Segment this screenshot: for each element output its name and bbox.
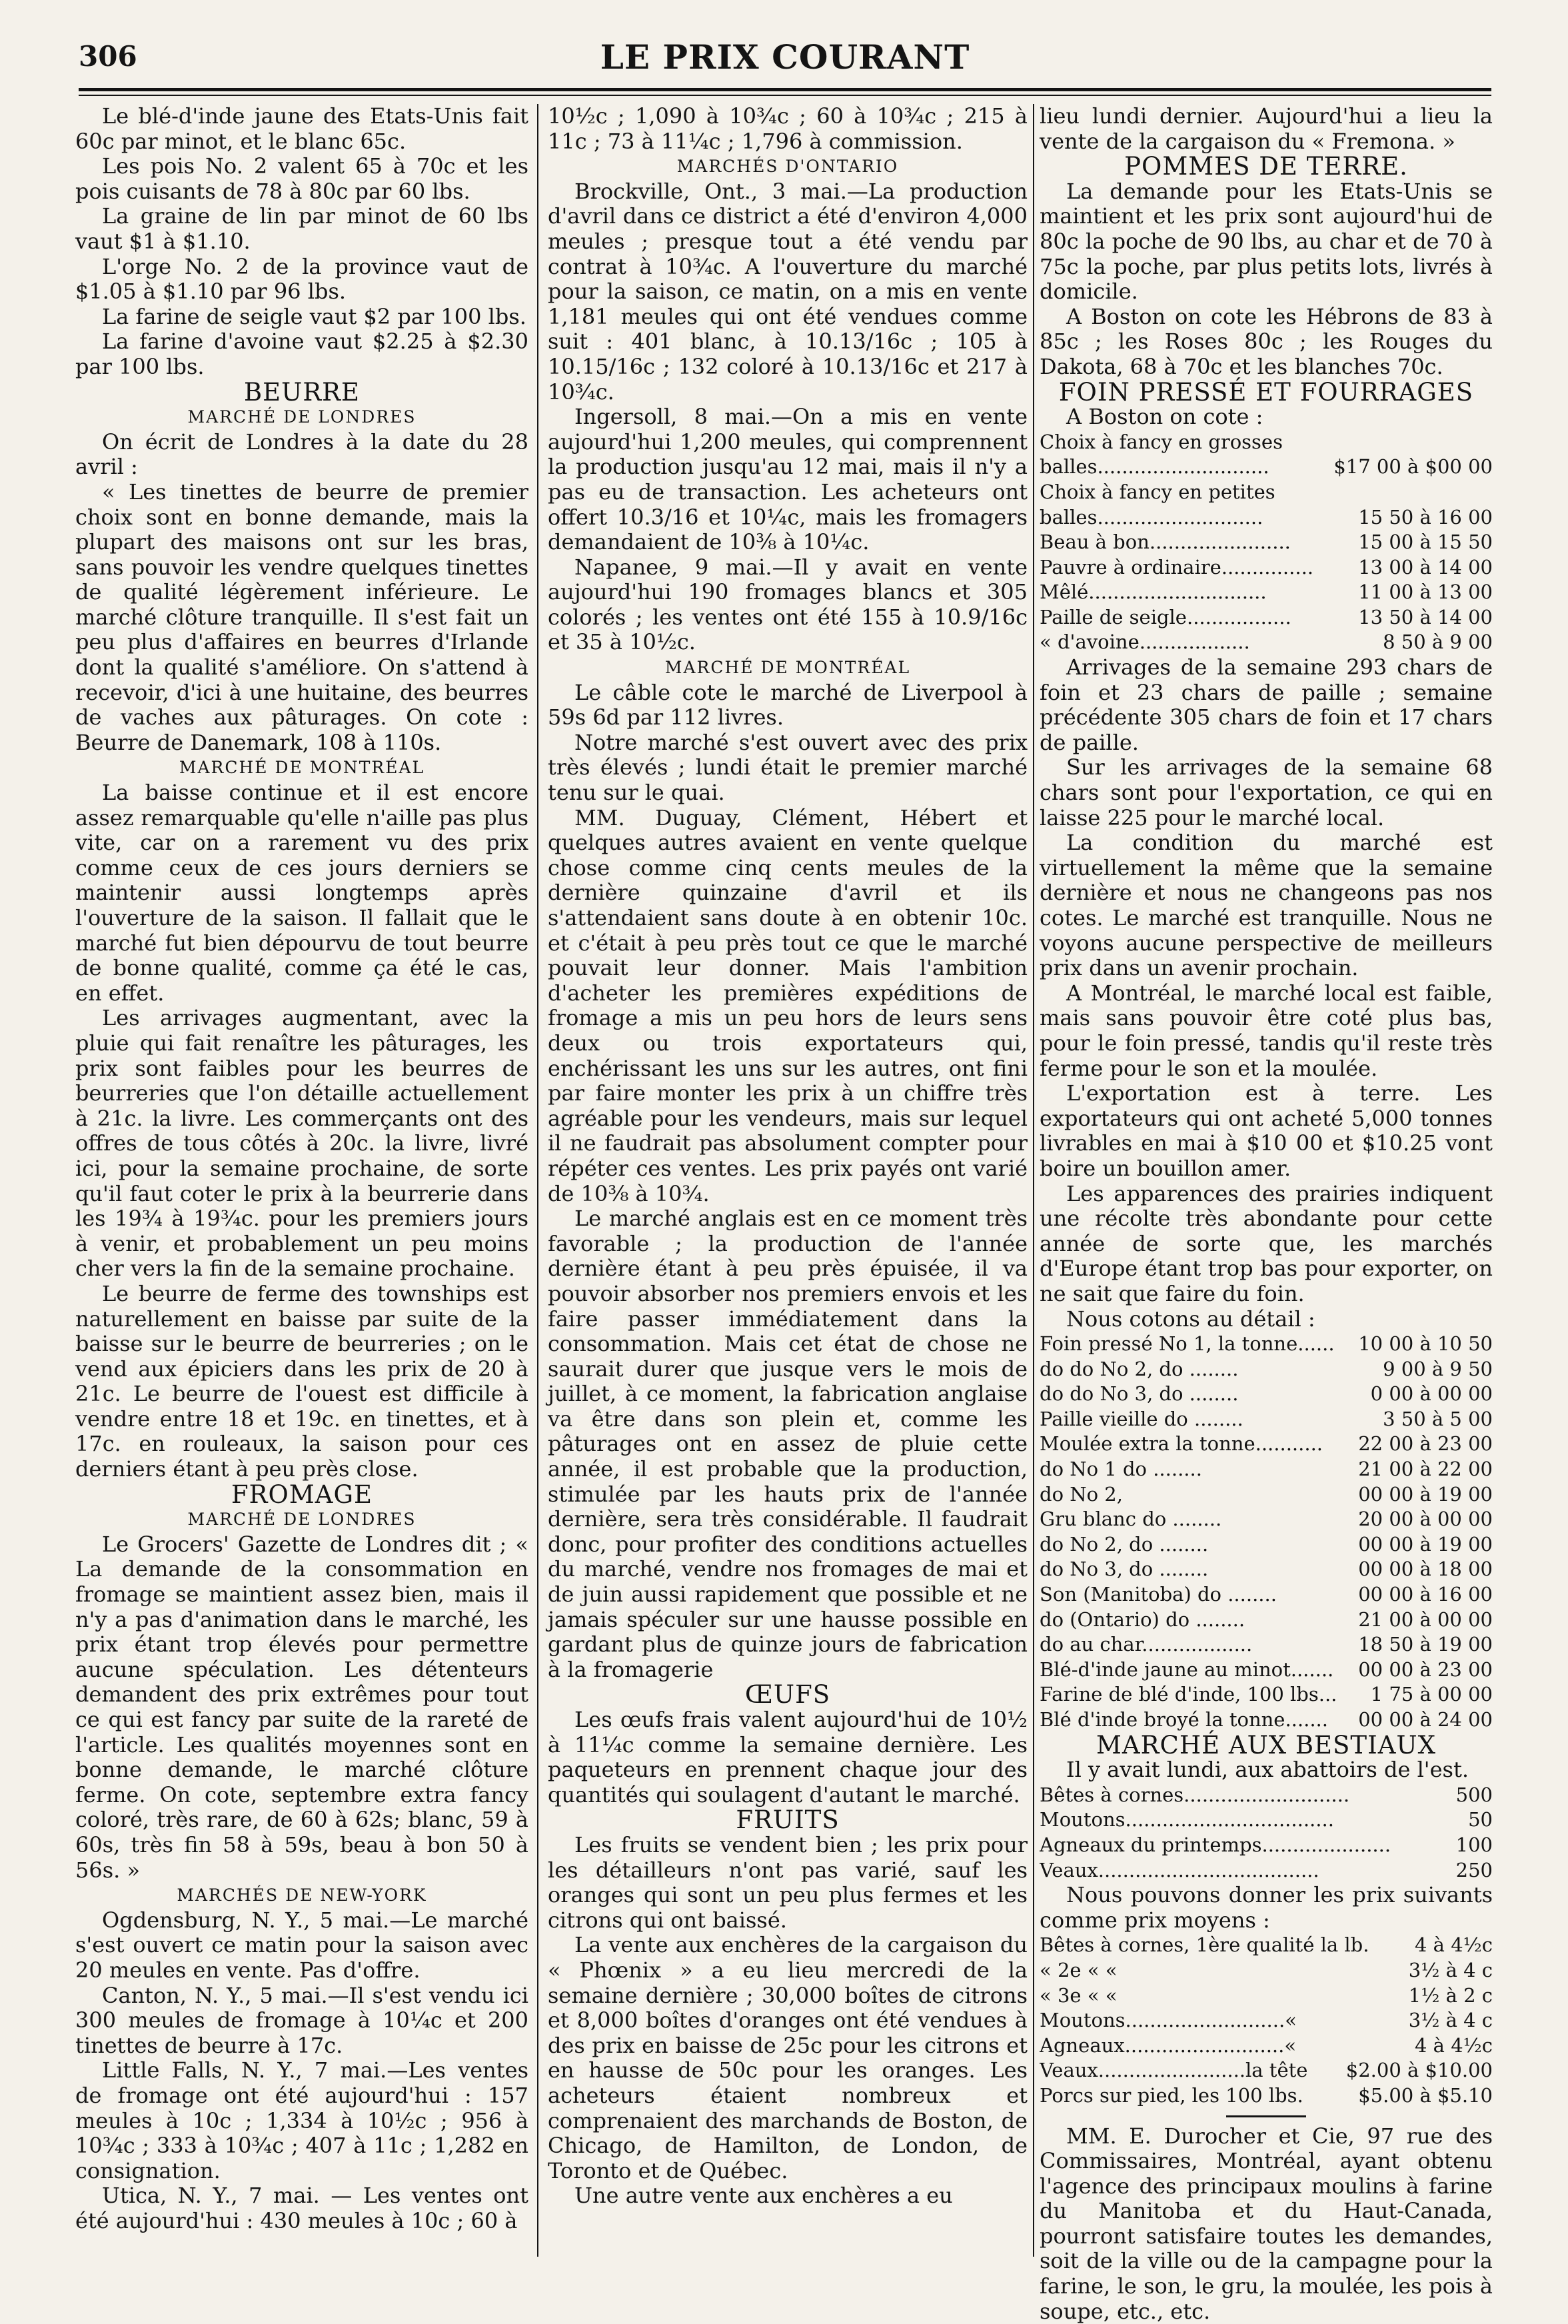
- price-label: Agneaux du printemps.....................: [1040, 1833, 1456, 1858]
- page-title: LE PRIX COURANT: [79, 37, 1491, 77]
- page-number: 306: [79, 40, 137, 73]
- paragraph: La vente aux enchères de la cargaison du « Phœnix » a eu lieu mercredi de la semaine dernière ; 30,000 boîtes de citrons et 8,000 boîtes d'oranges ont été vendues à des prix en baisse de 25c pour les citrons et en hausse de 50c pour les oranges. Les acheteurs étaient nombreux et comprenaient des marchands de Boston, de Chicago, de Hamilton, de London, de Toronto et de Québec.: [548, 1933, 1028, 2183]
- price-label: do au char..................: [1040, 1632, 1358, 1658]
- detail-price-row: [1040, 1608, 1493, 1633]
- column-2: [548, 104, 1028, 2209]
- detail-price-row: [1040, 1382, 1493, 1407]
- detail-price-row: [1040, 1582, 1493, 1608]
- detail-price-row: [1040, 1332, 1493, 1357]
- paragraph: Notre marché s'est ouvert avec des prix très élevés ; lundi était le premier marché tenu sur le quai.: [548, 730, 1028, 806]
- paragraph: La graine de lin par minot de 60 lbs vaut $1 à $1.10.: [75, 204, 528, 254]
- price-label: do No 2,: [1040, 1482, 1358, 1508]
- boston-price-row: [1040, 505, 1493, 531]
- price-label: Choix à fancy en petites: [1040, 480, 1493, 505]
- average-price-row: [1040, 2083, 1493, 2109]
- subsection-heading: MARCHÉ DE LONDRES: [75, 1507, 528, 1532]
- price-value: 00 00 à 19 00: [1358, 1532, 1493, 1558]
- column-divider: [1033, 104, 1034, 2257]
- detail-price-row: [1040, 1532, 1493, 1558]
- price-value: 3 50 à 5 00: [1383, 1407, 1493, 1432]
- subsection-heading: MARCHÉS DE NEW-YORK: [75, 1883, 528, 1908]
- paragraph: La farine de seigle vaut $2 par 100 lbs.: [75, 305, 528, 330]
- boston-price-row: [1040, 555, 1493, 581]
- price-value: 21 00 à 22 00: [1358, 1457, 1493, 1482]
- price-label: Paille de seigle.................: [1040, 605, 1358, 630]
- detail-price-row: [1040, 1407, 1493, 1432]
- price-label: do No 3, do ........: [1040, 1557, 1358, 1582]
- section-heading: ŒUFS: [548, 1682, 1028, 1708]
- paragraph: Les arrivages augmentant, avec la pluie qui fait renaître les pâturages, les prix sont faibles pour les beurres de beurreries que l'on détaille actuellement à 21c. la livre. Les commerçants ont des offres de tous côtés à 20c. la livre, livré ici, pour la semaine prochaine, de sorte qu'il faut coter le prix à la beurrerie dans les 19¾ à 19¾c. pour les premiers jours à venir, et probablement un peu moins cher vers la fin de la semaine prochaine.: [75, 1006, 528, 1282]
- price-value: $5.00 à $5.10: [1358, 2083, 1493, 2109]
- livestock-row: [1040, 1858, 1493, 1883]
- paragraph: Utica, N. Y., 7 mai. — Les ventes ont été aujourd'hui : 430 meules à 10c ; 60 à: [75, 2183, 528, 2233]
- price-value: 100: [1456, 1833, 1493, 1858]
- paragraph: La condition du marché est virtuellement la même que la semaine dernière et nous ne changeons pas nos cotes. Le marché est tranquille. Nous ne voyons aucune perspective de meilleurs prix dans un avenir prochain.: [1040, 830, 1493, 981]
- detail-price-row: [1040, 1482, 1493, 1508]
- column-divider: [537, 104, 538, 2257]
- price-label: Bêtes à cornes, 1ère qualité la lb.: [1040, 1933, 1415, 1958]
- price-label: do No 2, do ........: [1040, 1532, 1358, 1558]
- paragraph: On écrit de Londres à la date du 28 avril :: [75, 430, 528, 480]
- price-value: 3½ à 4 c: [1409, 1958, 1493, 1983]
- paragraph: 10½c ; 1,090 à 10¾c ; 60 à 10¾c ; 215 à 11c ; 73 à 11¼c ; 1,796 à commission.: [548, 104, 1028, 154]
- price-label: balles...........................: [1040, 505, 1358, 531]
- price-label: Moutons..................................: [1040, 1807, 1468, 1833]
- price-label: do (Ontario) do ........: [1040, 1608, 1358, 1633]
- price-label: Moulée extra la tonne...........: [1040, 1432, 1358, 1457]
- paragraph: Les pois No. 2 valent 65 à 70c et les pois cuisants de 78 à 80c par 60 lbs.: [75, 154, 528, 204]
- price-label: Choix à fancy en grosses: [1040, 430, 1493, 455]
- paragraph: Ogdensburg, N. Y., 5 mai.—Le marché s'est ouvert ce matin pour la saison avec 20 meules en vente. Pas d'offre.: [75, 1908, 528, 1983]
- price-value: 00 00 à 19 00: [1358, 1482, 1493, 1508]
- paragraph: Le beurre de ferme des townships est naturellement en baisse par suite de la baisse sur le beurre de beurreries ; on le vend aux épiciers dans les prix de 20 à 21c. Le beurre de l'ouest est difficile à vendre entre 18 et 19c. en tinettes, et à 17c. en rouleaux, la saison pour ces derniers étant à peu près close.: [75, 1282, 528, 1482]
- paragraph: MM. E. Durocher et Cie, 97 rue des Commissaires, Montréal, ayant obtenu l'agence des principaux moulins à farine du Manitoba et du Haut-Canada, pourront satisfaire toutes les demandes, soit de la ville ou de la campagne pour la farine, le son, le gru, la moulée, les pois à soupe, etc., etc.: [1040, 2124, 1493, 2324]
- livestock-row: [1040, 1783, 1493, 1808]
- paragraph: Brockville, Ont., 3 mai.—La production d'avril dans ce district a été d'environ 4,000 meules ; presque tout a été vendu par contrat à 10¾c. A l'ouverture du marché pour la saison, ce matin, on a mis en vente 1,181 meules qui ont été vendues comme suit : 401 blanc, à 10.13/16c ; 105 à 10.15/16c ; 132 coloré à 10.13/16c et 217 à 10¾c.: [548, 179, 1028, 405]
- paragraph: Une autre vente aux enchères a eu: [548, 2183, 1028, 2209]
- subsection-heading: MARCHÉ DE MONTRÉAL: [75, 755, 528, 780]
- price-value: 0 00 à 00 00: [1371, 1382, 1493, 1407]
- paragraph: Ingersoll, 8 mai.—On a mis en vente aujourd'hui 1,200 meules, qui comprennent la production jusqu'au 12 mai, mais il n'y a pas eu de transaction. Les acheteurs ont offert 10.3/16 et 10¼c, mais les fromagers demandaient de 10⅜ à 10¼c.: [548, 405, 1028, 555]
- paragraph: Le marché anglais est en ce moment très favorable ; la production de l'année dernière étant à peu près épuisée, il va pouvoir absorber nos premiers envois et les faire passer immédiatement dans la consommation. Mais cet état de chose ne saurait durer que jusque vers le mois de juillet, à ce moment, la fabrication anglaise va être dans son plein et, comme les pâturages ont en assez de pluie cette année, il est probable que la production, stimulée par les hauts prix de l'année dernière, sera très considérable. Il faudrait donc, pour profiter des conditions actuelles du marché, vendre nos fromages de mai et de juin aussi rapidement que possible et ne jamais spéculer sur une hausse possible en gardant plus de quinze jours de fabrication à la fromagerie: [548, 1206, 1028, 1682]
- price-value: 00 00 à 16 00: [1358, 1582, 1493, 1608]
- paragraph: Nous pouvons donner les prix suivants comme prix moyens :: [1040, 1883, 1493, 1933]
- paragraph: Le blé-d'inde jaune des Etats-Unis fait 60c par minot, et le blanc 65c.: [75, 104, 528, 154]
- price-value: 10 00 à 10 50: [1358, 1332, 1493, 1357]
- price-value: 8 50 à 9 00: [1383, 630, 1493, 655]
- price-label: balles............................: [1040, 455, 1333, 480]
- paragraph: Les œufs frais valent aujourd'hui de 10½ à 11¼c comme la semaine dernière. Les paqueteurs en prennent chaque jour des quantités qui soulagent d'autant le marché.: [548, 1708, 1028, 1807]
- paragraph: Les fruits se vendent bien ; les prix pour les détailleurs n'ont pas varié, sauf les oranges qui sont un peu plus fermes et les citrons qui ont baissé.: [548, 1833, 1028, 1933]
- header-rule: [79, 88, 1491, 91]
- livestock-row: [1040, 1807, 1493, 1833]
- price-value: 50: [1468, 1807, 1493, 1833]
- price-value: 1 75 à 00 00: [1371, 1682, 1493, 1708]
- boston-price-row: [1040, 480, 1493, 505]
- paragraph: La farine d'avoine vaut $2.25 à $2.30 par 100 lbs.: [75, 329, 528, 379]
- price-value: 1½ à 2 c: [1409, 1983, 1493, 2009]
- price-value: 11 00 à 13 00: [1358, 580, 1493, 605]
- column-3: [1040, 104, 1493, 2324]
- price-value: 15 00 à 15 50: [1358, 530, 1493, 555]
- price-value: 250: [1456, 1858, 1493, 1883]
- paragraph: Le Grocers' Gazette de Londres dit ; « La demande de la consommation en fromage se maintient assez bien, mais il n'y a pas d'animation dans le marché, les prix étant trop élevés pour permettre aucune spéculation. Les détenteurs demandent des prix extrêmes pour tout ce qui est fancy par suite de la rareté de l'article. Les qualités moyennes sont en bonne demande, le marché clôture ferme. On cote, septembre extra fancy coloré, très rare, de 60 à 62s; blanc, 59 à 60s, très fin 58 à 59s, beau à bon 50 à 56s. »: [75, 1532, 528, 1883]
- section-heading: POMMES DE TERRE.: [1040, 154, 1493, 179]
- price-label: Blé d'inde broyé la tonne.......: [1040, 1708, 1358, 1733]
- detail-price-row: [1040, 1507, 1493, 1532]
- price-value: 18 50 à 19 00: [1358, 1632, 1493, 1658]
- boston-price-row: [1040, 530, 1493, 555]
- price-label: Moutons..........................«: [1040, 2008, 1409, 2033]
- price-value: 4 à 4½c: [1415, 1933, 1493, 1958]
- page-header: [79, 35, 1491, 81]
- price-label: Bêtes à cornes...........................: [1040, 1783, 1456, 1808]
- detail-price-row: [1040, 1432, 1493, 1457]
- price-value: $2.00 à $10.00: [1346, 2058, 1493, 2083]
- average-price-row: [1040, 2033, 1493, 2059]
- price-label: Veaux....................................: [1040, 1858, 1456, 1883]
- average-price-row: [1040, 2008, 1493, 2033]
- paragraph: lieu lundi dernier. Aujourd'hui a lieu la vente de la cargaison du « Fremona. »: [1040, 104, 1493, 154]
- section-heading: FROMAGE: [75, 1482, 528, 1508]
- price-label: Pauvre à ordinaire...............: [1040, 555, 1358, 581]
- price-label: Porcs sur pied, les 100 lbs.: [1040, 2083, 1358, 2109]
- paragraph: Le câble cote le marché de Liverpool à 59s 6d par 112 livres.: [548, 680, 1028, 730]
- detail-price-row: [1040, 1658, 1493, 1683]
- price-label: « d'avoine..................: [1040, 630, 1383, 655]
- paragraph: Nous cotons au détail :: [1040, 1307, 1493, 1332]
- price-label: Foin pressé No 1, la tonne......: [1040, 1332, 1358, 1357]
- price-label: Mêlé.............................: [1040, 580, 1358, 605]
- price-label: Gru blanc do ........: [1040, 1507, 1358, 1532]
- price-label: Veaux........................la tête: [1040, 2058, 1346, 2083]
- price-label: do do No 3, do ........: [1040, 1382, 1371, 1407]
- price-value: 3½ à 4 c: [1409, 2008, 1493, 2033]
- detail-price-row: [1040, 1632, 1493, 1658]
- paragraph: L'exportation est à terre. Les exportateurs qui ont acheté 5,000 tonnes livrables en mai à $10 00 et $10.25 vont boire un bouillon amer.: [1040, 1081, 1493, 1181]
- detail-price-row: [1040, 1457, 1493, 1482]
- paragraph: « Les tinettes de beurre de premier choix sont en bonne demande, mais la plupart des maisons ont sur les bras, sans pouvoir les vendre quelques tinettes de qualité légèrement inférieure. Le marché clôture tranquille. Il s'est fait un peu plus d'affaires en beurres d'Irlande dont la qualité s'améliore. On s'attend à recevoir, d'ici à une huitaine, des beurres de vaches aux pâturages. On cote : Beurre de Danemark, 108 à 110s.: [75, 480, 528, 756]
- header-rule-thin: [79, 95, 1491, 96]
- boston-price-row: [1040, 630, 1493, 655]
- section-heading: MARCHÉ AUX BESTIAUX: [1040, 1733, 1493, 1758]
- average-price-row: [1040, 2058, 1493, 2083]
- ornamental-rule: [1226, 2115, 1306, 2117]
- price-value: 9 00 à 9 50: [1383, 1357, 1493, 1382]
- price-label: Blé-d'inde jaune au minot.......: [1040, 1658, 1358, 1683]
- price-value: 20 00 à 00 00: [1358, 1507, 1493, 1532]
- paragraph: Canton, N. Y., 5 mai.—Il s'est vendu ici 300 meules de fromage à 10¼c et 200 tinettes de beurre à 17c.: [75, 1983, 528, 2059]
- section-heading: FRUITS: [548, 1807, 1028, 1833]
- price-label: Beau à bon.......................: [1040, 530, 1358, 555]
- price-label: « 3e « «: [1040, 1983, 1409, 2009]
- price-value: $17 00 à $00 00: [1333, 455, 1493, 480]
- average-price-row: [1040, 1933, 1493, 1958]
- price-label: Agneaux..........................«: [1040, 2033, 1415, 2059]
- paragraph: Napanee, 9 mai.—Il y avait en vente aujourd'hui 190 fromages blancs et 305 colorés ; les ventes ont été 155 à 10.9/16c et 35 à 10½c.: [548, 555, 1028, 655]
- price-value: 22 00 à 23 00: [1358, 1432, 1493, 1457]
- paragraph: A Boston on cote les Hébrons de 83 à 85c ; les Roses 80c ; les Rouges du Dakota, 68 à 70c et les blanches 70c.: [1040, 305, 1493, 380]
- boston-price-row: [1040, 455, 1493, 480]
- paragraph: A Montréal, le marché local est faible, mais sans pouvoir être coté plus bas, pour le foin pressé, tandis qu'il reste très ferme pour le son et la moulée.: [1040, 981, 1493, 1081]
- price-label: do do No 2, do ........: [1040, 1357, 1383, 1382]
- paragraph: La baisse continue et il est encore assez remarquable qu'elle n'aille pas plus vite, car on a rarement vu des prix comme ceux de ces jours derniers se maintenir aussi longtemps après l'ouverture de la saison. Il fallait que le marché fut bien dépourvu de tout beurre de bonne qualité, comme ça été le cas, en effet.: [75, 780, 528, 1006]
- boston-price-row: [1040, 580, 1493, 605]
- price-value: 15 50 à 16 00: [1358, 505, 1493, 531]
- price-label: Farine de blé d'inde, 100 lbs...: [1040, 1682, 1371, 1708]
- paragraph: Les apparences des prairies indiquent une récolte très abondante pour cette année de sorte que, les marchés d'Europe étant trop bas pour exporter, on ne sait que faire du foin.: [1040, 1182, 1493, 1307]
- price-value: 00 00 à 18 00: [1358, 1557, 1493, 1582]
- price-value: 13 00 à 14 00: [1358, 555, 1493, 581]
- price-value: 21 00 à 00 00: [1358, 1608, 1493, 1633]
- subsection-heading: MARCHÉS D'ONTARIO: [548, 154, 1028, 179]
- section-heading: BEURRE: [75, 380, 528, 405]
- detail-price-row: [1040, 1708, 1493, 1733]
- detail-price-row: [1040, 1557, 1493, 1582]
- price-value: 13 50 à 14 00: [1358, 605, 1493, 630]
- paragraph: A Boston on cote :: [1040, 405, 1493, 430]
- average-price-row: [1040, 1958, 1493, 1983]
- subsection-heading: MARCHÉ DE MONTRÉAL: [548, 655, 1028, 680]
- price-value: 4 à 4½c: [1415, 2033, 1493, 2059]
- price-label: do No 1 do ........: [1040, 1457, 1358, 1482]
- column-1: [75, 104, 528, 2233]
- detail-price-row: [1040, 1357, 1493, 1382]
- price-label: Paille vieille do ........: [1040, 1407, 1383, 1432]
- price-value: 00 00 à 23 00: [1358, 1658, 1493, 1683]
- paragraph: L'orge No. 2 de la province vaut de $1.05 à $1.10 par 96 lbs.: [75, 255, 528, 305]
- livestock-row: [1040, 1833, 1493, 1858]
- price-value: 00 00 à 24 00: [1358, 1708, 1493, 1733]
- price-label: Son (Manitoba) do ........: [1040, 1582, 1358, 1608]
- paragraph: Il y avait lundi, aux abattoirs de l'est.: [1040, 1757, 1493, 1783]
- detail-price-row: [1040, 1682, 1493, 1708]
- price-value: 500: [1456, 1783, 1493, 1808]
- paragraph: MM. Duguay, Clément, Hébert et quelques autres avaient en vente quelque chose comme cinq cents meules de la dernière quinzaine d'avril et ils s'attendaient sans doute à en obtenir 10c. et c'était à peu près tout ce que le marché pouvait leur donner. Mais l'ambition d'acheter les premières expéditions de fromage a mis un peu hors de leurs sens deux ou trois exportateurs qui, enchérissant les uns sur les autres, ont fini par faire monter les prix à un chiffre très agréable pour les vendeurs, mais sur lequel il ne faudrait pas absolument compter pour répéter ces ventes. Les prix payés ont varié de 10⅜ à 10¾.: [548, 806, 1028, 1207]
- paragraph: Sur les arrivages de la semaine 68 chars sont pour l'exportation, ce qui en laisse 225 pour le marché local.: [1040, 755, 1493, 830]
- subsection-heading: MARCHÉ DE LONDRES: [75, 405, 528, 430]
- paragraph: La demande pour les Etats-Unis se maintient et les prix sont aujourd'hui de 80c la poche de 90 lbs, au char et de 70 à 75c la poche, par plus petits lots, livrés à domicile.: [1040, 179, 1493, 305]
- boston-price-row: [1040, 430, 1493, 455]
- price-label: « 2e « «: [1040, 1958, 1409, 1983]
- paragraph: Arrivages de la semaine 293 chars de foin et 23 chars de paille ; semaine précédente 305 chars de foin et 17 chars de paille.: [1040, 655, 1493, 755]
- section-heading: FOIN PRESSÉ ET FOURRAGES: [1040, 380, 1493, 405]
- paragraph: Little Falls, N. Y., 7 mai.—Les ventes de fromage ont été aujourd'hui : 157 meules à 10c ; 1,334 à 10½c ; 956 à 10¾c ; 333 à 10¾c ; 407 à 11c ; 1,282 en consignation.: [75, 2058, 528, 2183]
- boston-price-row: [1040, 605, 1493, 630]
- average-price-row: [1040, 1983, 1493, 2009]
